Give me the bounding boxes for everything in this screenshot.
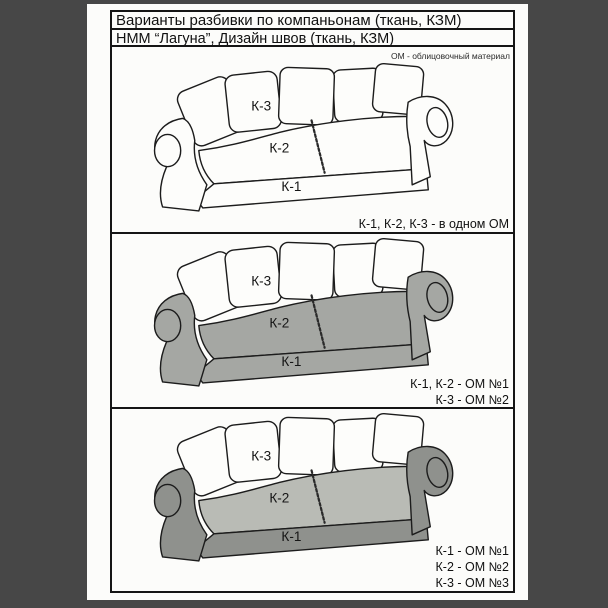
- variant-3-caption: [436, 543, 509, 591]
- caption-line: К-1 - ОМ №1: [435, 544, 509, 558]
- left-arm-roll: [155, 309, 181, 341]
- caption-line: К-3 - ОМ №2: [435, 393, 509, 407]
- sofa-drawing: [138, 410, 476, 566]
- variant-1-caption: [359, 216, 509, 232]
- pillow-3: [278, 242, 334, 300]
- document-frame: [110, 10, 515, 593]
- sofa-illustration-variant-1: [138, 60, 476, 216]
- caption-line: К-1, К-2 - ОМ №1: [410, 377, 509, 391]
- zone-label-k3: К-3: [251, 98, 272, 114]
- zone-label-k2: К-2: [269, 315, 290, 331]
- zone-label-k3: К-3: [251, 273, 272, 289]
- zone-label-k1: К-1: [281, 528, 302, 544]
- left-arm-roll: [155, 484, 181, 516]
- document-page: [87, 4, 528, 600]
- pillow-3: [278, 417, 334, 475]
- document-title: Варианты разбивки по компаньонам (ткань, КЗМ): [112, 12, 513, 30]
- pillow-3: [278, 67, 334, 125]
- legend-note: ОМ - облицовочный материал: [390, 51, 510, 61]
- caption-line: К-1, К-2, К-3 - в одном ОМ: [358, 217, 509, 231]
- variant-2-caption: [410, 376, 509, 408]
- zone-label-k2: К-2: [269, 490, 290, 506]
- sofa-drawing: [138, 60, 476, 216]
- zone-label-k3: К-3: [251, 448, 272, 464]
- sofa-illustration-variant-2: [138, 235, 476, 391]
- section-divider-1: [112, 232, 513, 234]
- left-arm-roll: [155, 134, 181, 166]
- document-subtitle: НММ “Лагуна”, Дизайн швов (ткань, КЗМ): [112, 32, 513, 47]
- sofa-illustration-variant-3: [138, 410, 476, 566]
- section-divider-2: [112, 407, 513, 409]
- caption-line: К-2 - ОМ №2: [435, 560, 509, 574]
- sofa-drawing: [138, 235, 476, 391]
- caption-line: К-3 - ОМ №3: [435, 576, 509, 590]
- zone-label-k2: К-2: [269, 140, 290, 156]
- zone-label-k1: К-1: [281, 178, 302, 194]
- zone-label-k1: К-1: [281, 353, 302, 369]
